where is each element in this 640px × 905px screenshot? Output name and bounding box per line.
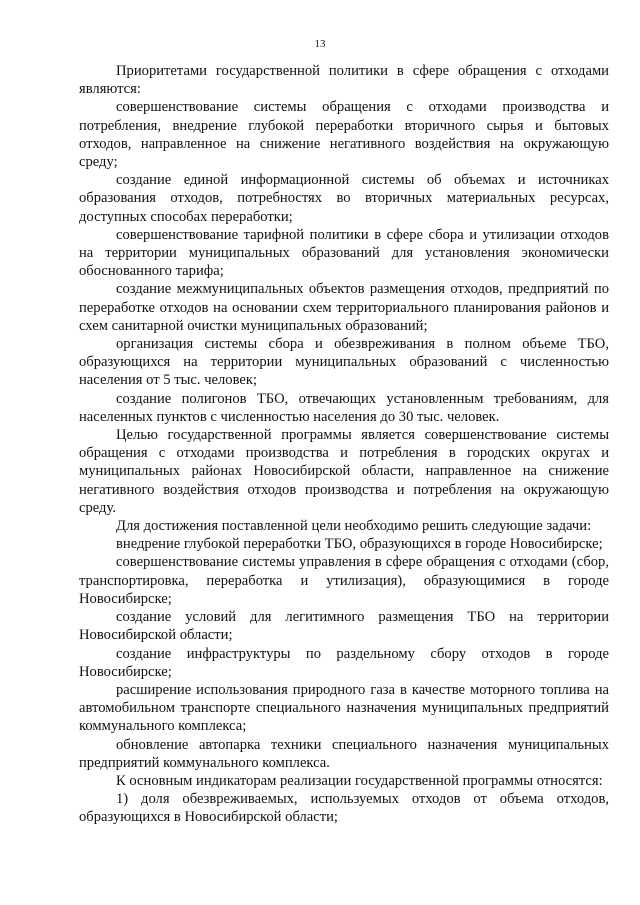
paragraph: 1) доля обезвреживаемых, используемых отходов от объема отходов, образующихся в Новосибирской области;	[79, 791, 609, 826]
paragraph: Для достижения поставленной цели необходимо решить следующие задачи:	[116, 518, 592, 535]
paragraph: создание инфраструктуры по раздельному сбору отходов в городе Новосибирске;	[79, 645, 609, 680]
paragraph: К основным индикаторам реализации государственной программы относятся:	[116, 772, 603, 789]
paragraph: организация системы сбора и обезвреживания в полном объеме ТБО, образующихся на территории муниципальных образований с численностью населения от 5 тыс. человек;	[79, 336, 609, 389]
paragraph: совершенствование тарифной политики в сфере сбора и утилизации отходов на территории муниципальных образований для установления экономически обоснованного тарифа;	[79, 226, 609, 280]
paragraph: совершенствование системы обращения с отходами производства и потребления, внедрение глубокой переработки вторичного сырья и бытовых отходов, направленное на снижение негативного воздействия на окружающую среду;	[79, 99, 609, 171]
document-body	[79, 62, 609, 827]
paragraph: создание межмуниципальных объектов размещения отходов, предприятий по переработке отходов на основании схем территориального планирования районов и схем санитарной очистки муниципальных образований;	[79, 281, 609, 334]
paragraph: Приоритетами государственной политики в сфере обращения с отходами являются:	[79, 63, 609, 98]
paragraph: совершенствование системы управления в сфере обращения с отходами (сбор, транспортировка, переработка и утилизация), образующимися в городе Новосибирске;	[79, 554, 609, 607]
paragraph: обновление автопарка техники специального назначения муниципальных предприятий коммунального комплекса.	[79, 736, 609, 771]
paragraph: расширение использования природного газа в качестве моторного топлива на автомобильном транспорте специального назначения муниципальных предприятий коммунального комплекса;	[79, 681, 609, 735]
page-number: 13	[314, 38, 326, 50]
paragraph: создание единой информационной системы об объемах и источниках образования отходов, потребностях во вторичных материальных ресурсах, доступных способах переработки;	[79, 172, 609, 225]
paragraph: создание условий для легитимного размещения ТБО на территории Новосибирской области;	[79, 609, 609, 644]
paragraph: Целью государственной программы является совершенствование системы обращения с отходами производства и потребления в городских округах и муниципальных районах Новосибирской области, направленное на снижение негативного воздействия отходов производства и потребления на окружающую среду.	[79, 427, 609, 516]
paragraph: внедрение глубокой переработки ТБО, образующихся в городе Новосибирске;	[116, 536, 603, 553]
paragraph: создание полигонов ТБО, отвечающих установленным требованиям, для населенных пунктов с численностью населения до 30 тыс. человек.	[79, 390, 609, 425]
